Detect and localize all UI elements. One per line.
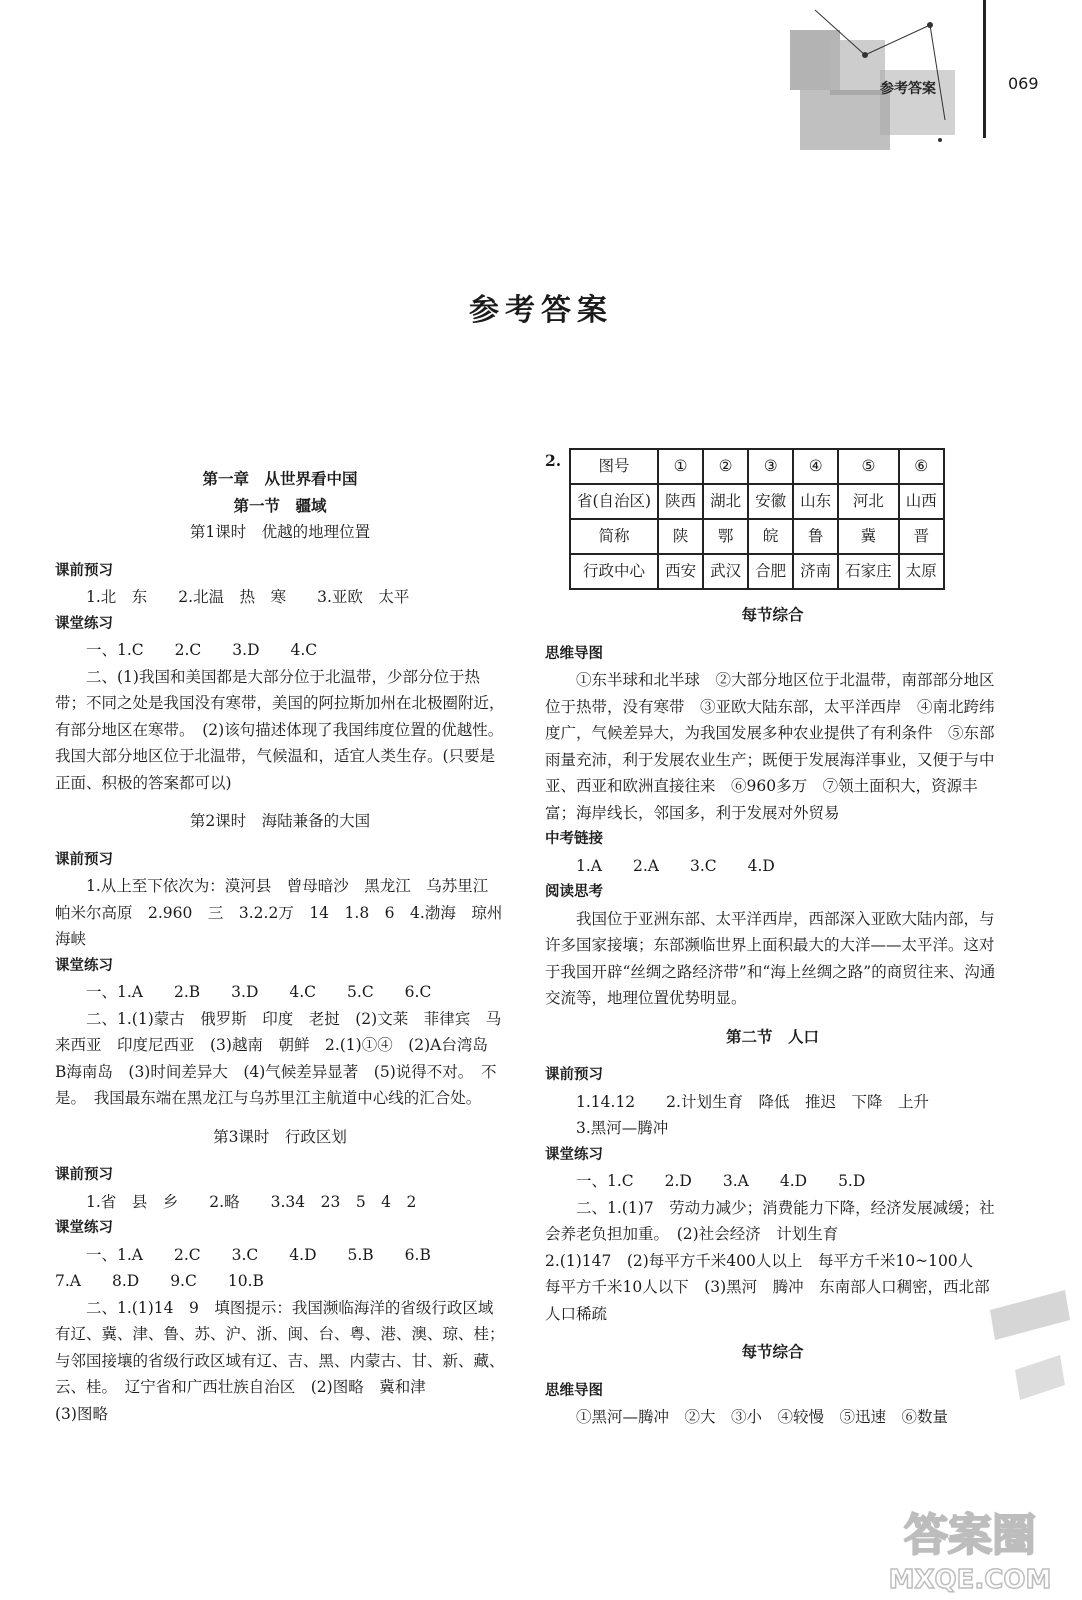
answer-line: 一、1.C 2.C 3.D 4.C [86, 641, 318, 659]
subsection-label: 中考链接 [545, 831, 603, 847]
header-ink-illustration [780, 0, 970, 160]
table-cell: ⑤ [838, 449, 899, 484]
table-cell: 行政中心 [570, 554, 658, 589]
subsection-label: 思维导图 [545, 1382, 603, 1399]
table-cell: 西安 [658, 554, 703, 589]
watermark-text: 答案圈 [904, 1510, 1036, 1561]
answer-line: 7.A 8.D 9.C 10.B [55, 1272, 264, 1290]
answer-paragraph: 我国位于亚洲东部、太平洋西岸，西部深入亚欧大陆内部，与许多国家接壤；东部濒临世界上面积最大的大洋——太平洋。这对于我国开辟“丝绸之路经济带”和“海上丝绸之路”的商贸往来、沟通交流等，地理位置优势明显。 [545, 909, 996, 1007]
question-number: 2. [545, 451, 562, 470]
lesson-title: 第1课时 优越的地理位置 [189, 523, 371, 541]
table-cell: ① [658, 449, 703, 484]
answer-line: (3)图略 [55, 1404, 108, 1423]
header-vertical-rule [983, 0, 986, 138]
subsection-label: 课堂练习 [55, 1220, 113, 1236]
right-column [545, 448, 1000, 1431]
table-cell: 石家庄 [838, 554, 899, 589]
section-title: 第二节 人口 [725, 1027, 819, 1046]
table-row [570, 449, 944, 484]
subsection-label: 课堂练习 [55, 615, 113, 632]
table-cell: 武汉 [703, 554, 748, 589]
answer-paragraph: 2.(1)147 (2)每平方千米400人以上 每平方千米10~100人 每平方千米10人以下 (3)黑河 腾冲 东南部人口稠密，西北部人口稀疏 [545, 1251, 990, 1323]
page-title: 参考答案 [469, 293, 613, 328]
side-ink-decoration [985, 1270, 1075, 1410]
subsection-label: 课前预习 [55, 562, 113, 579]
table-cell: 济南 [793, 554, 838, 589]
table-cell: 安徽 [748, 484, 793, 519]
answer-line: 一、1.C 2.D 3.A 4.D 5.D [576, 1172, 866, 1190]
table-row [570, 519, 944, 554]
answer-line: 1.北 东 2.北温 热 寒 3.亚欧 太平 [86, 588, 410, 606]
table-cell: 山西 [899, 484, 944, 519]
table-row [570, 484, 944, 519]
subsection-label: 课前预习 [55, 851, 113, 868]
table-cell: 省(自治区) [570, 484, 658, 519]
table-cell: ⑥ [899, 449, 944, 484]
subsection-label: 课前预习 [545, 1067, 603, 1083]
table-cell: 晋 [899, 519, 944, 554]
answer-line: 1.14.12 2.计划生育 降低 推迟 下降 上升 [576, 1092, 929, 1111]
subsection-label: 课堂练习 [55, 957, 113, 974]
answer-paragraph: 1.从上至下依次为：漠河县 曾母暗沙 黑龙江 乌苏里江 帕米尔高原 2.960 三 3.2.2万 14 1.8 6 4.渤海 琼州海峡 [55, 877, 504, 948]
table-cell: 鲁 [793, 519, 838, 554]
left-column [55, 466, 505, 1427]
answer-paragraph: 二、1.(1)7 劳动力减少；消费能力下降，经济发展减缓；社会养老负担加重。 (2)社会经济 计划生育 [545, 1198, 995, 1243]
chapter-title: 第一章 从世界看中国 [202, 470, 358, 488]
summary-title: 每节综合 [741, 1343, 804, 1361]
subsection-label: 课前预习 [55, 1167, 113, 1183]
watermark-logo [870, 1500, 1070, 1595]
running-header-label: 参考答案 [880, 81, 936, 97]
table-cell: 太原 [899, 554, 944, 589]
answer-paragraph: ①东半球和北半球 ②大部分地区位于北温带，南部部分地区位于热带，没有寒带 ③亚欧大陆东部，太平洋西岸 ④南北跨纬度广，气候差异大，为我国发展多种农业提供了有利条件 ⑤东部雨量充沛，利于发展农业生产；既便于发展海洋事业，又便于与中亚、西亚和欧洲直接往来 ⑥960多万 ⑦领土面积大，资源丰富；海岸线长，邻国多，利于发展对外贸易 [545, 671, 995, 822]
table-cell: 陕 [658, 519, 703, 554]
table-cell: ④ [793, 449, 838, 484]
province-table-block [545, 448, 1000, 590]
answer-paragraph: 二、(1)我国和美国都是大部分位于北温带，少部分位于热带；不同之处是我国没有寒带，美国的阿拉斯加州在北极圈附近，有部分地区在寒带。 (2)该句描述体现了我国纬度位置的优越性。我国大部分地区位于北温带，气候温和，适宜人类生存。(只要是正面、积极的答案都可以) [55, 667, 505, 792]
answer-line: 一、1.A 2.C 3.C 4.D 5.B 6.B [86, 1245, 431, 1264]
table-cell: 冀 [838, 519, 899, 554]
table-cell: 鄂 [703, 519, 748, 554]
table-cell: 图号 [570, 449, 658, 484]
page-number: 069 [1008, 74, 1039, 93]
table-cell: ③ [748, 449, 793, 484]
answer-paragraph: 二、1.(1)14 9 填图提示：我国濒临海洋的省级行政区域有辽、冀、津、鲁、苏、沪、浙、闽、台、粤、港、澳、琼、桂；与邻国接壤的省级行政区域有辽、吉、黑、内蒙古、甘、新、藏、云、桂。 辽宁省和广西壮族自治区 (2)图略 冀和津 [55, 1298, 505, 1396]
answer-line: ①黑河—腾冲 ②大 ③小 ④较慢 ⑤迅速 ⑥数量 [576, 1408, 949, 1426]
answer-line: 3.黑河—腾冲 [576, 1119, 669, 1137]
answer-line: 1.省 县 乡 2.略 3.34 23 5 4 2 [86, 1192, 417, 1211]
lesson-title: 第2课时 海陆兼备的大国 [189, 812, 371, 830]
answer-line: 一、1.A 2.B 3.D 4.C 5.C 6.C [86, 983, 432, 1001]
subsection-label: 阅读思考 [545, 884, 603, 900]
table-cell: 河北 [838, 484, 899, 519]
table-cell: 陕西 [658, 484, 703, 519]
table-cell: 合肥 [748, 554, 793, 589]
answer-paragraph: 二、1.(1)蒙古 俄罗斯 印度 老挝 (2)文莱 菲律宾 马来西亚 印度尼西亚 (3)越南 朝鲜 2.(1)①④ (2)A台湾岛 B海南岛 (3)时间差异大 (4)气候差异显著 (5)说得不对。 不是。 我国最东端在黑龙江与乌苏里江主航道中心线的汇合处。 [55, 1009, 504, 1107]
summary-title: 每节综合 [741, 606, 804, 624]
subsection-label: 课堂练习 [545, 1146, 603, 1163]
province-table [569, 448, 945, 590]
table-cell: 山东 [793, 484, 838, 519]
subsection-label: 思维导图 [545, 645, 603, 662]
table-cell: 皖 [748, 519, 793, 554]
watermark-url: MXQE.COM [888, 1565, 1052, 1595]
table-cell: 湖北 [703, 484, 748, 519]
table-row [570, 554, 944, 589]
table-cell: 简称 [570, 519, 658, 554]
section-title: 第一节 疆域 [233, 496, 327, 515]
answer-line: 1.A 2.A 3.C 4.D [576, 856, 775, 875]
lesson-title: 第3课时 行政区划 [213, 1127, 347, 1146]
table-cell: ② [703, 449, 748, 484]
